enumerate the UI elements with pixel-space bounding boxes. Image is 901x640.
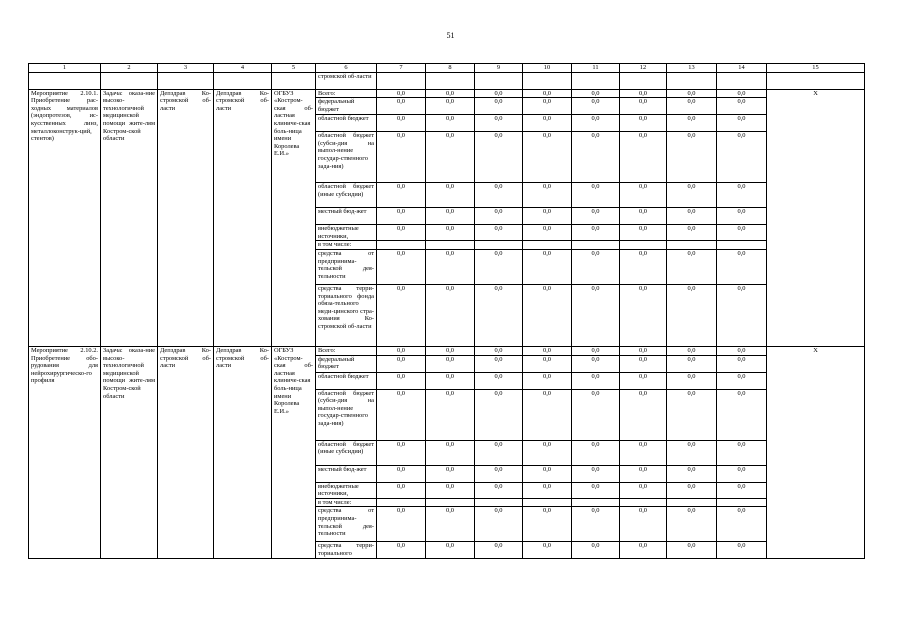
funding-row bbox=[29, 89, 865, 98]
amount-cell: 0,0 bbox=[523, 132, 572, 183]
amount-cell: 0,0 bbox=[377, 89, 426, 98]
amount-cell: 0,0 bbox=[426, 89, 475, 98]
amount-cell: 0,0 bbox=[377, 440, 426, 465]
event-name: Мероприятие 2.10.1. Приобретение рас-ходных материалов (эндопротезов, ис-кусственных линз, металлоконструк-ций, стентов) bbox=[29, 89, 101, 346]
amount-cell: 0,0 bbox=[475, 98, 523, 115]
amount-cell: 0,0 bbox=[572, 208, 620, 225]
empty-cell bbox=[475, 498, 523, 507]
responsible-org: Депздрав Ко-стромской об-ласти bbox=[214, 89, 272, 346]
funding-source: федеральный бюджет bbox=[316, 355, 377, 372]
amount-cell: 0,0 bbox=[377, 389, 426, 440]
empty-cell bbox=[667, 498, 717, 507]
funding-source: областной бюджет bbox=[316, 372, 377, 389]
task-text: Задача: оказа-ние высоко-технологичной медицинской помощи жите-лям Костром-ской области bbox=[101, 89, 158, 346]
amount-cell: 0,0 bbox=[523, 372, 572, 389]
empty-cell bbox=[426, 72, 475, 89]
amount-cell: 0,0 bbox=[475, 89, 523, 98]
amount-cell: 0,0 bbox=[426, 465, 475, 482]
amount-cell: 0,0 bbox=[667, 249, 717, 284]
amount-cell: 0,0 bbox=[523, 249, 572, 284]
amount-cell: 0,0 bbox=[717, 98, 767, 115]
empty-cell bbox=[523, 72, 572, 89]
empty-cell bbox=[377, 498, 426, 507]
amount-cell: 0,0 bbox=[523, 482, 572, 498]
funding-source: областной бюджет bbox=[316, 115, 377, 132]
funding-source: средства от предпринима-тельской дея-тельности bbox=[316, 249, 377, 284]
funding-source: средства от предпринима-тельской дея-тельности bbox=[316, 507, 377, 542]
amount-cell: 0,0 bbox=[572, 507, 620, 542]
amount-cell: 0,0 bbox=[572, 249, 620, 284]
amount-cell: 0,0 bbox=[377, 346, 426, 355]
funding-source: средства терри-ториального bbox=[316, 542, 377, 558]
amount-cell: 0,0 bbox=[475, 465, 523, 482]
amount-cell: 0,0 bbox=[523, 208, 572, 225]
amount-cell: 0,0 bbox=[523, 346, 572, 355]
source-cell: стромской об-ласти bbox=[316, 72, 377, 89]
empty-cell bbox=[377, 72, 426, 89]
amount-cell: 0,0 bbox=[717, 440, 767, 465]
amount-cell: 0,0 bbox=[523, 183, 572, 208]
empty-cell bbox=[29, 72, 101, 89]
amount-cell: 0,0 bbox=[426, 440, 475, 465]
empty-cell bbox=[523, 498, 572, 507]
amount-cell: 0,0 bbox=[572, 183, 620, 208]
amount-cell: 0,0 bbox=[426, 115, 475, 132]
amount-cell: 0,0 bbox=[667, 225, 717, 241]
amount-cell: 0,0 bbox=[572, 89, 620, 98]
amount-cell: 0,0 bbox=[426, 183, 475, 208]
amount-cell: 0,0 bbox=[572, 132, 620, 183]
column-number-8: 8 bbox=[426, 64, 475, 73]
amount-cell: 0,0 bbox=[620, 355, 667, 372]
amount-cell: 0,0 bbox=[426, 284, 475, 346]
funding-source: местный бюд-жет bbox=[316, 208, 377, 225]
amount-cell: 0,0 bbox=[572, 115, 620, 132]
amount-cell: 0,0 bbox=[620, 98, 667, 115]
program-table bbox=[28, 63, 865, 559]
empty-cell bbox=[767, 72, 865, 89]
header-row bbox=[29, 64, 865, 73]
column-number-1: 1 bbox=[29, 64, 101, 73]
event-name: Мероприятие 2.10.2. Приобретение обо-рудования для нейрохирургическо-го профиля bbox=[29, 346, 101, 558]
amount-cell: 0,0 bbox=[377, 542, 426, 558]
amount-cell: 0,0 bbox=[572, 284, 620, 346]
amount-cell: 0,0 bbox=[426, 249, 475, 284]
amount-cell: 0,0 bbox=[377, 284, 426, 346]
empty-cell bbox=[620, 498, 667, 507]
amount-cell: 0,0 bbox=[620, 440, 667, 465]
funding-source: Всего: bbox=[316, 89, 377, 98]
empty-cell bbox=[667, 241, 717, 250]
amount-cell: 0,0 bbox=[523, 284, 572, 346]
funding-source: областной бюджет (субси-дия на выпол-нение государ-ственного зада-ния) bbox=[316, 132, 377, 183]
carry-over-row bbox=[29, 72, 865, 89]
responsible-org: Депздрав Ко-стромской об-ласти bbox=[214, 346, 272, 558]
amount-cell: 0,0 bbox=[620, 507, 667, 542]
column-number-12: 12 bbox=[620, 64, 667, 73]
amount-cell: 0,0 bbox=[620, 346, 667, 355]
funding-source: федеральный бюджет bbox=[316, 98, 377, 115]
amount-cell: 0,0 bbox=[475, 249, 523, 284]
funding-source: областной бюджет (субси-дия на выпол-нение государ-ственного зада-ния) bbox=[316, 389, 377, 440]
amount-cell: 0,0 bbox=[572, 542, 620, 558]
amount-cell: 0,0 bbox=[620, 389, 667, 440]
funding-source: областной бюджет (иные субсидии) bbox=[316, 183, 377, 208]
empty-cell bbox=[667, 72, 717, 89]
amount-cell: 0,0 bbox=[377, 98, 426, 115]
amount-cell: 0,0 bbox=[717, 355, 767, 372]
amount-cell: 0,0 bbox=[667, 89, 717, 98]
amount-cell: 0,0 bbox=[667, 507, 717, 542]
amount-cell: 0,0 bbox=[572, 346, 620, 355]
amount-cell: 0,0 bbox=[717, 89, 767, 98]
amount-cell: 0,0 bbox=[475, 542, 523, 558]
amount-cell: 0,0 bbox=[717, 115, 767, 132]
funding-source: областной бюджет (иные субсидии) bbox=[316, 440, 377, 465]
amount-cell: 0,0 bbox=[572, 98, 620, 115]
amount-cell: 0,0 bbox=[426, 225, 475, 241]
amount-cell: 0,0 bbox=[426, 346, 475, 355]
page-number: 51 bbox=[446, 31, 455, 40]
amount-cell: 0,0 bbox=[620, 465, 667, 482]
amount-cell: 0,0 bbox=[475, 440, 523, 465]
amount-cell: 0,0 bbox=[717, 482, 767, 498]
amount-cell: 0,0 bbox=[523, 440, 572, 465]
amount-cell: 0,0 bbox=[667, 115, 717, 132]
amount-cell: 0,0 bbox=[426, 132, 475, 183]
funding-row bbox=[29, 346, 865, 355]
amount-cell: 0,0 bbox=[620, 542, 667, 558]
amount-cell: 0,0 bbox=[475, 507, 523, 542]
amount-cell: 0,0 bbox=[377, 355, 426, 372]
amount-cell: 0,0 bbox=[377, 507, 426, 542]
amount-cell: 0,0 bbox=[717, 372, 767, 389]
amount-cell: 0,0 bbox=[475, 183, 523, 208]
amount-cell: 0,0 bbox=[620, 208, 667, 225]
amount-cell: 0,0 bbox=[717, 132, 767, 183]
empty-cell bbox=[101, 72, 158, 89]
amount-cell: 0,0 bbox=[620, 183, 667, 208]
funding-source: в том числе: bbox=[316, 498, 377, 507]
empty-cell bbox=[572, 72, 620, 89]
funding-source: местный бюд-жет bbox=[316, 465, 377, 482]
amount-cell: 0,0 bbox=[377, 208, 426, 225]
amount-cell: 0,0 bbox=[572, 440, 620, 465]
empty-cell bbox=[717, 241, 767, 250]
column-number-13: 13 bbox=[667, 64, 717, 73]
executor-org: ОГБУЗ «Костром-ская об-ластная клиниче-ская боль-ница имени Королева Е.И.» bbox=[272, 89, 316, 346]
column-number-7: 7 bbox=[377, 64, 426, 73]
amount-cell: 0,0 bbox=[426, 507, 475, 542]
amount-cell: 0,0 bbox=[475, 132, 523, 183]
amount-cell: 0,0 bbox=[667, 482, 717, 498]
amount-cell: 0,0 bbox=[523, 225, 572, 241]
amount-cell: 0,0 bbox=[717, 208, 767, 225]
empty-cell bbox=[475, 72, 523, 89]
amount-cell: 0,0 bbox=[620, 482, 667, 498]
amount-cell: 0,0 bbox=[475, 482, 523, 498]
amount-cell: 0,0 bbox=[475, 389, 523, 440]
amount-cell: 0,0 bbox=[426, 98, 475, 115]
amount-cell: 0,0 bbox=[475, 372, 523, 389]
column-number-11: 11 bbox=[572, 64, 620, 73]
empty-cell bbox=[214, 72, 272, 89]
empty-cell bbox=[717, 72, 767, 89]
empty-cell bbox=[377, 241, 426, 250]
amount-cell: 0,0 bbox=[667, 389, 717, 440]
amount-cell: 0,0 bbox=[717, 465, 767, 482]
amount-cell: 0,0 bbox=[523, 389, 572, 440]
column-number-3: 3 bbox=[158, 64, 214, 73]
amount-cell: 0,0 bbox=[523, 465, 572, 482]
column-number-6: 6 bbox=[316, 64, 377, 73]
amount-cell: 0,0 bbox=[717, 507, 767, 542]
empty-cell bbox=[426, 241, 475, 250]
amount-cell: 0,0 bbox=[717, 284, 767, 346]
amount-cell: 0,0 bbox=[572, 389, 620, 440]
amount-cell: 0,0 bbox=[620, 132, 667, 183]
amount-cell: 0,0 bbox=[667, 372, 717, 389]
amount-cell: 0,0 bbox=[523, 542, 572, 558]
amount-cell: 0,0 bbox=[426, 482, 475, 498]
amount-cell: 0,0 bbox=[717, 225, 767, 241]
amount-cell: 0,0 bbox=[572, 225, 620, 241]
amount-cell: 0,0 bbox=[667, 208, 717, 225]
funding-source: средства терри-ториального фонда обяза-тельного меди-цинского стра-хования Ко-стромской об-ласти bbox=[316, 284, 377, 346]
coordinator-org: Депздрав Ко-стромской об-ласти bbox=[158, 89, 214, 346]
amount-cell: 0,0 bbox=[572, 482, 620, 498]
amount-cell: 0,0 bbox=[667, 98, 717, 115]
amount-cell: 0,0 bbox=[377, 132, 426, 183]
amount-cell: 0,0 bbox=[377, 183, 426, 208]
amount-cell: 0,0 bbox=[572, 465, 620, 482]
amount-cell: 0,0 bbox=[620, 115, 667, 132]
amount-cell: 0,0 bbox=[667, 465, 717, 482]
amount-cell: 0,0 bbox=[377, 482, 426, 498]
amount-cell: 0,0 bbox=[377, 465, 426, 482]
empty-cell bbox=[272, 72, 316, 89]
empty-cell bbox=[475, 241, 523, 250]
column-number-5: 5 bbox=[272, 64, 316, 73]
column-number-15: 15 bbox=[767, 64, 865, 73]
amount-cell: 0,0 bbox=[475, 115, 523, 132]
amount-cell: 0,0 bbox=[572, 355, 620, 372]
amount-cell: 0,0 bbox=[523, 115, 572, 132]
amount-cell: 0,0 bbox=[377, 225, 426, 241]
result-mark: Х bbox=[767, 89, 865, 346]
column-number-14: 14 bbox=[717, 64, 767, 73]
amount-cell: 0,0 bbox=[717, 389, 767, 440]
column-number-10: 10 bbox=[523, 64, 572, 73]
amount-cell: 0,0 bbox=[523, 89, 572, 98]
column-number-4: 4 bbox=[214, 64, 272, 73]
amount-cell: 0,0 bbox=[717, 249, 767, 284]
empty-cell bbox=[572, 241, 620, 250]
funding-source: в том числе: bbox=[316, 241, 377, 250]
amount-cell: 0,0 bbox=[667, 284, 717, 346]
amount-cell: 0,0 bbox=[620, 249, 667, 284]
funding-source: внебюджетные источники, bbox=[316, 482, 377, 498]
amount-cell: 0,0 bbox=[426, 372, 475, 389]
amount-cell: 0,0 bbox=[475, 225, 523, 241]
amount-cell: 0,0 bbox=[426, 208, 475, 225]
executor-org: ОГБУЗ «Костром-ская об-ластная клиниче-ская боль-ница имени Королева Е.И.» bbox=[272, 346, 316, 558]
amount-cell: 0,0 bbox=[572, 372, 620, 389]
amount-cell: 0,0 bbox=[667, 132, 717, 183]
amount-cell: 0,0 bbox=[426, 542, 475, 558]
funding-source: внебюджетные источники, bbox=[316, 225, 377, 241]
result-mark: Х bbox=[767, 346, 865, 558]
coordinator-org: Депздрав Ко-стромской об-ласти bbox=[158, 346, 214, 558]
empty-cell bbox=[717, 498, 767, 507]
amount-cell: 0,0 bbox=[377, 115, 426, 132]
amount-cell: 0,0 bbox=[426, 389, 475, 440]
amount-cell: 0,0 bbox=[667, 355, 717, 372]
column-number-2: 2 bbox=[101, 64, 158, 73]
amount-cell: 0,0 bbox=[523, 98, 572, 115]
empty-cell bbox=[572, 498, 620, 507]
amount-cell: 0,0 bbox=[426, 355, 475, 372]
funding-source: Всего: bbox=[316, 346, 377, 355]
column-number-9: 9 bbox=[475, 64, 523, 73]
amount-cell: 0,0 bbox=[620, 284, 667, 346]
amount-cell: 0,0 bbox=[667, 346, 717, 355]
amount-cell: 0,0 bbox=[717, 183, 767, 208]
amount-cell: 0,0 bbox=[717, 346, 767, 355]
amount-cell: 0,0 bbox=[475, 355, 523, 372]
amount-cell: 0,0 bbox=[475, 208, 523, 225]
amount-cell: 0,0 bbox=[620, 372, 667, 389]
task-text: Задача: оказа-ние высоко-технологичной медицинской помощи жите-лям Костром-ской области bbox=[101, 346, 158, 558]
amount-cell: 0,0 bbox=[523, 507, 572, 542]
empty-cell bbox=[158, 72, 214, 89]
amount-cell: 0,0 bbox=[667, 183, 717, 208]
amount-cell: 0,0 bbox=[377, 249, 426, 284]
amount-cell: 0,0 bbox=[475, 346, 523, 355]
empty-cell bbox=[620, 72, 667, 89]
amount-cell: 0,0 bbox=[523, 355, 572, 372]
amount-cell: 0,0 bbox=[377, 372, 426, 389]
amount-cell: 0,0 bbox=[667, 542, 717, 558]
amount-cell: 0,0 bbox=[717, 542, 767, 558]
empty-cell bbox=[620, 241, 667, 250]
empty-cell bbox=[523, 241, 572, 250]
empty-cell bbox=[426, 498, 475, 507]
amount-cell: 0,0 bbox=[620, 225, 667, 241]
amount-cell: 0,0 bbox=[475, 284, 523, 346]
amount-cell: 0,0 bbox=[620, 89, 667, 98]
amount-cell: 0,0 bbox=[667, 440, 717, 465]
